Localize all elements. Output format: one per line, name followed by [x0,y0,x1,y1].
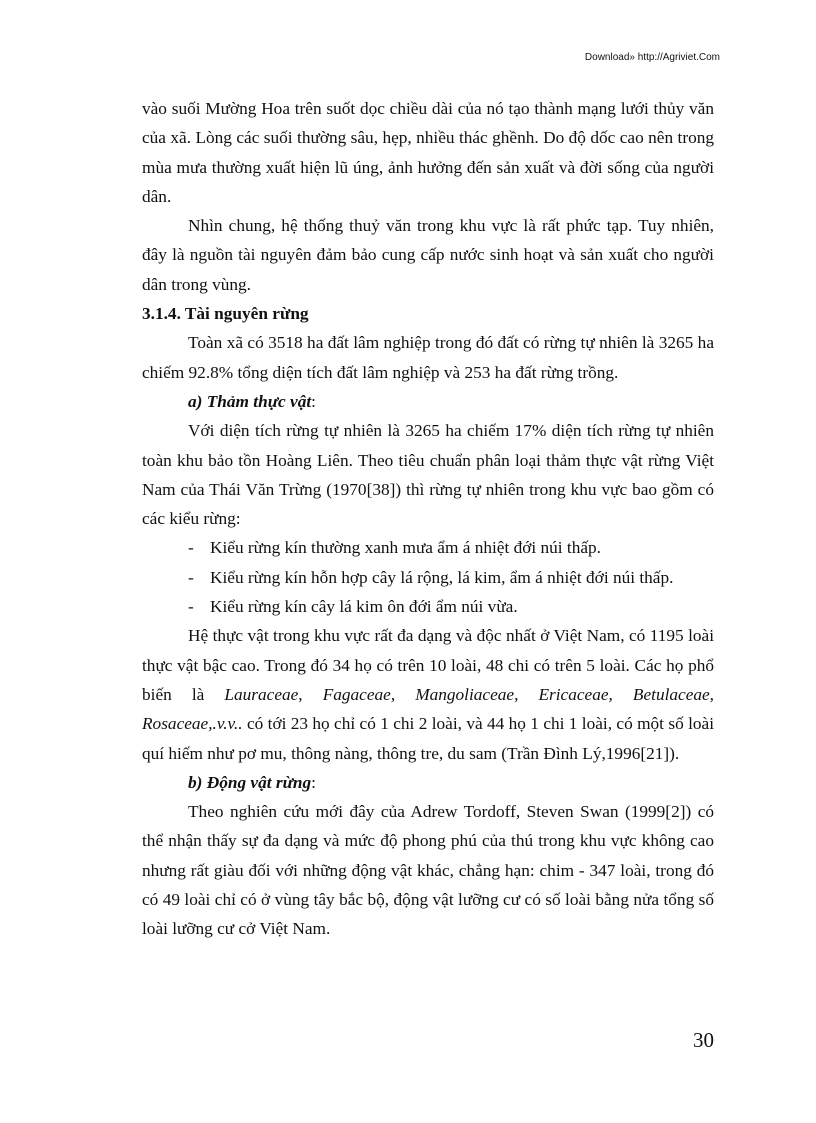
subheading-fauna-colon: : [311,772,316,792]
subheading-vegetation [142,387,714,416]
flora-text-start: Hệ thực vật trong khu vực rất đa dạng và độc nhất ở Việt Nam, có 1195 loài thực vật bậc cao. Trong đó 34 họ có trên 10 loài, 48 chi có trên 5 loài. Các họ phổ biến là [142,626,714,704]
list-item [142,592,714,621]
paragraph-hydrology-summary: Nhìn chung, hệ thống thuỷ văn trong khu vực là rất phức tạp. Tuy nhiên, đây là nguồn tài nguyên đảm bảo cung cấp nước sinh hoạt và sản xuất cho người dân trong vùng. [142,216,714,294]
list-item-text: Kiểu rừng kín hỗn hợp cây lá rộng, lá kim, ẩm á nhiệt đới núi thấp. [210,567,674,587]
subheading-vegetation-colon: : [311,391,316,411]
paragraph-hydrology-continued: vào suối Mường Hoa trên suốt dọc chiều dài của nó tạo thành mạng lưới thủy văn của xã. Lòng các suối thường sâu, hẹp, nhiều thác ghềnh. Do độ dốc cao nên trong mùa mưa thường xuất hiện lũ úng, ảnh hưởng đến sản xuất và đời sống của người dân. [142,99,714,206]
bullet-dash: - [188,538,194,558]
subheading-fauna-text: b) Động vật rừng [188,772,312,792]
page-number: 30 [693,1028,714,1052]
flora-text-end: có tới 23 họ chỉ có 1 chi 2 loài, và 44 họ 1 chi 1 loài, có một số loài quí hiếm như pơ mu, thông nàng, thông tre, du sam (Trần Đình Lý,1996[21]). [142,714,714,763]
body-text [142,94,714,944]
paragraph-vegetation: Với diện tích rừng tự nhiên là 3265 ha chiếm 17% diện tích rừng tự nhiên toàn khu bảo tồn Hoàng Liên. Theo tiêu chuẩn phân loại thảm thực vật rừng Việt Nam của Thái Văn Trừng (1970[38]) thì rừng tự nhiên trong khu vực bao gồm có các kiểu rừng: [142,421,714,529]
subheading-vegetation-text: a) Thảm thực vật [188,391,312,411]
bullet-dash: - [188,597,194,617]
paragraph-forest-area: Toàn xã có 3518 ha đất lâm nghiệp trong đó đất có rừng tự nhiên là 3265 ha chiếm 92.8% tổng diện tích đất lâm nghiệp và 253 ha đất rừng trồng. [142,333,714,382]
bullet-dash: - [188,567,194,587]
flora-family-names: Lauraceae, Fagaceae, Mangoliaceae, Ericaceae, Betulaceae, Rosaceae,.v.v.. [142,684,714,734]
paragraph-fauna: Theo nghiên cứu mới đây của Adrew Tordoff, Steven Swan (1999[2]) có thể nhận thấy sự đa dạng và mức độ phong phú của thú trong khu vực không cao nhưng rất giàu đối với những động vật khác, chẳng hạn: chim - 347 loài, trong đó có 49 loài chỉ có ở vùng tây bắc bộ, động vật lưỡng cư có số loài bằng nửa tổng số loài lưỡng cư cở Việt Nam. [142,802,714,939]
subheading-fauna [142,768,714,797]
list-item-text: Kiểu rừng kín cây lá kim ôn đới ẩm núi vừa. [210,597,518,617]
section-heading: 3.1.4. Tài nguyên rừng [142,304,309,324]
download-link[interactable]: Download» http://Agriviet.Com [584,52,720,63]
list-item-text: Kiểu rừng kín thường xanh mưa ẩm á nhiệt đới núi thấp. [210,538,601,558]
paragraph-flora [142,621,714,767]
list-item [142,563,714,592]
list-item [142,533,714,562]
